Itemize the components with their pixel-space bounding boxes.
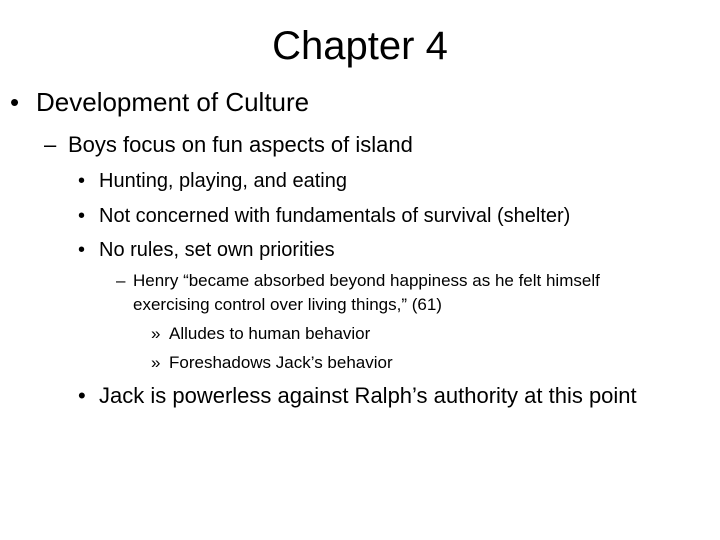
slide-title: Chapter 4 (272, 24, 448, 68)
bullet-henry-quote (0, 270, 720, 316)
bullet-boys-focus (0, 131, 720, 159)
bullet-development-of-culture (0, 87, 720, 117)
bullet-foreshadows (0, 352, 720, 374)
bullet-text: Boys focus on fun aspects of island (68, 132, 413, 157)
bullet-marker: • (78, 205, 86, 227)
bullet-no-rules (0, 237, 720, 263)
bullet-text: Not concerned with fundamentals of survival (shelter) (99, 205, 571, 227)
bullet-text: Jack is powerless against Ralph’s authority at this point (99, 383, 637, 408)
bullet-not-concerned (0, 203, 720, 229)
chevron-marker: » (151, 353, 161, 372)
bullet-marker: • (78, 383, 86, 408)
bullet-jack-powerless (0, 382, 720, 410)
bullet-text: Foreshadows Jack’s behavior (169, 353, 393, 372)
chevron-marker: » (151, 324, 161, 343)
dash-marker: – (44, 132, 57, 157)
bullet-alludes (0, 323, 720, 345)
bullet-marker: • (10, 87, 20, 117)
bullet-text: No rules, set own priorities (99, 239, 335, 261)
dash-marker: – (116, 271, 126, 290)
bullet-text-line1: Henry “became absorbed beyond happiness as he felt himself (133, 271, 600, 290)
bullet-marker: • (78, 170, 86, 192)
bullet-text: Hunting, playing, and eating (99, 170, 347, 192)
bullet-text: Alludes to human behavior (169, 324, 371, 343)
bullet-marker: • (78, 239, 86, 261)
bullet-hunting (0, 168, 720, 194)
bullet-text: Development of Culture (36, 87, 310, 117)
bullet-text-line2: exercising control over living things,” (61) (133, 295, 442, 314)
